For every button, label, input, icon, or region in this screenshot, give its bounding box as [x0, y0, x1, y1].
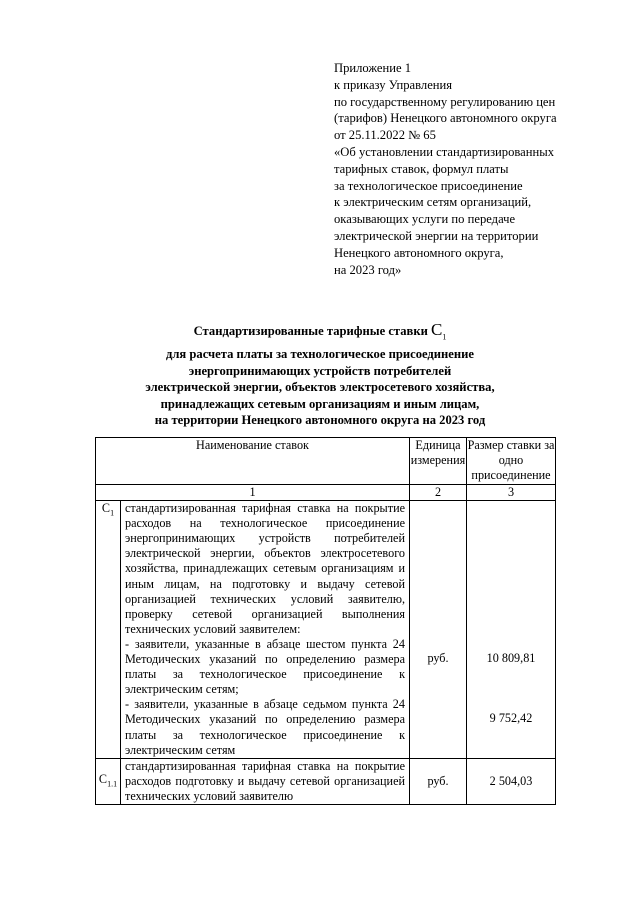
appendix-line: за технологическое присоединение [334, 178, 523, 193]
rate-unit: руб. [410, 758, 467, 804]
tariff-table [95, 437, 556, 805]
appendix-line: к приказу Управления [334, 77, 453, 92]
header-name: Наименование ставок [96, 438, 410, 485]
appendix-line: Приложение 1 [334, 61, 412, 75]
rate-value-cell [467, 501, 556, 759]
appendix-header [334, 60, 624, 278]
appendix-line: оказывающих услуги по передаче [334, 212, 516, 227]
rate-item: - заявители, указанные в абзаце шестом пункта 24 Методических указаний по определению размера платы за технологическое присоединение к электрическим сетям; [125, 636, 405, 697]
col-number: 3 [467, 485, 556, 501]
appendix-line: по государственному регулированию цен [334, 94, 556, 109]
title-line: на территории Ненецкого автономного округа на 2023 год [154, 413, 486, 428]
appendix-line: электрической энергии на территории [334, 228, 539, 243]
appendix-line: на 2023 год» [334, 262, 402, 277]
title-line: электрической энергии, объектов электросетевого хозяйства, [145, 380, 495, 395]
appendix-line: тарифных ставок, формул платы [334, 161, 509, 176]
rate-description [121, 501, 410, 759]
rate-value: 10 809,81 [486, 651, 536, 666]
table-row [96, 758, 556, 804]
rate-value: 2 504,03 [467, 758, 556, 804]
title-line: принадлежащих сетевым организациям и иным лицам, [160, 396, 480, 411]
title-text: Стандартизированные тарифные ставки [193, 324, 428, 338]
column-numbers-row [96, 485, 556, 501]
title-symbol: $C_1$ [431, 320, 447, 342]
appendix-line: к электрическим сетям организаций, [334, 195, 532, 210]
rate-unit-cell [410, 501, 467, 759]
rate-code: $C_1$ [96, 501, 121, 759]
appendix-line: «Об установлении стандартизированных [334, 144, 555, 159]
rate-intro: стандартизированная тарифная ставка на покрытие расходов на технологическое присоединение энергопринимающих устройств потребителей электрической энергии, объектов электросетевого хозяйства, принадлежащих сетевым организациям и иным лицам, на подготовку и выдачу сетевой организацией технических условий заявителю, проверку сетевой организацией выполнения технических условий заявителем: [125, 501, 405, 636]
title-line: энергопринимающих устройств потребителей [188, 363, 452, 378]
title-line: для расчета платы за технологическое присоединение [166, 346, 474, 361]
rate-unit: руб. [427, 651, 449, 666]
appendix-line: Ненецкого автономного округа, [334, 245, 504, 260]
rate-item: - заявители, указанные в абзаце седьмом пункта 24 Методических указаний по определению размера платы за технологическое присоединение к электрическим сетям [125, 697, 405, 757]
title-line [100, 322, 540, 346]
document-title [100, 322, 540, 429]
header-size: Размер ставки за одно присоединение [467, 438, 556, 485]
col-number: 1 [96, 485, 410, 501]
rate-code: $C_{1.1}$ [96, 758, 121, 804]
appendix-line: от 25.11.2022 № 65 [334, 128, 436, 143]
table-header-row [96, 438, 556, 485]
col-number: 2 [410, 485, 467, 501]
rate-value: 9 752,42 [489, 711, 533, 726]
rate-description: стандартизированная тарифная ставка на покрытие расходов подготовку и выдачу сетевой организацией технических условий заявителю [121, 758, 410, 804]
header-unit: Единица измерения [410, 438, 467, 485]
table-row [96, 501, 556, 759]
appendix-line: (тарифов) Ненецкого автономного округа [334, 111, 557, 126]
